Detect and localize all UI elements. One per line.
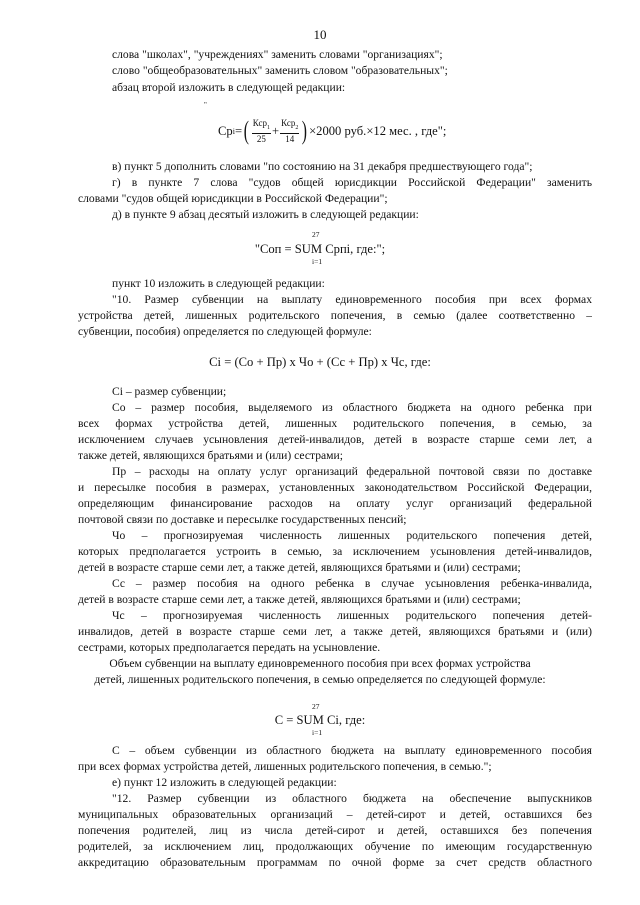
text-line: С – объем субвенции из областного бюджета на выплату единовременного пособия: [112, 744, 592, 757]
text-line: Пр – расходы на оплату услуг организаций федеральной почтовой связи по доставке: [112, 465, 592, 478]
fraction-1: [252, 118, 271, 144]
text-line: абзац второй изложить в следующей редакции:: [112, 81, 346, 94]
formula-lhs: Ср: [218, 123, 233, 138]
text-line: д) в пункте 9 абзац десятый изложить в следующей редакции:: [112, 208, 419, 221]
left-paren: (: [243, 116, 249, 145]
text-line: и пересылке пособия в размерах, установленных законодательством Российской Федерации,: [78, 481, 592, 494]
text-line: определяющим финансирование расходов на оплату услуг организаций федеральной: [78, 497, 592, 510]
sum-upper-limit: 27: [312, 230, 320, 239]
text-line: "10. Размер субвенции на выплату единовременного пособия при всех формах: [112, 293, 592, 306]
text-line: при всех формах устройства детей, лишенных родительского попечения, в семью.";: [78, 760, 492, 773]
text-line: аккредитацию образовательным программам по очной форме за счет средств областного: [78, 856, 592, 869]
text-line: родителей, за исключением лиц, продолжающих обучение по имеющим государственную: [78, 840, 592, 853]
text-line: почтовой связи по доставке и пересылке государственных пенсий;: [78, 513, 407, 526]
text-line: в) пункт 5 дополнить словами "по состоянию на 31 декабря предшествующего года";: [112, 160, 533, 173]
formula-ci: Сi = (Со + Пр) х Чо + (Сс + Пр) х Чс, где:: [209, 355, 431, 369]
formula-lhs-sub: i: [232, 126, 235, 136]
frac1-num: Кср: [252, 118, 267, 129]
text-line: слова "школах", "учреждениях" заменить словами "организациях";: [112, 48, 443, 61]
text-line: попечения родителей, лиц из числа детей-сирот и детей, оставшихся без попечения: [78, 824, 592, 837]
sum-lower-limit: i=1: [312, 728, 323, 737]
text-line: Сс – размер пособия на одного ребенка в случае усыновления ребенка-инвалида,: [112, 577, 592, 590]
text-line: исключением случаев усыновления детей-инвалидов, детей в возрасте старше семи лет, а: [78, 433, 592, 446]
text-line: е) пункт 12 изложить в следующей редакции:: [112, 776, 337, 789]
text-line: также детей, являющихся братьями и (или) сестрами;: [78, 449, 343, 462]
frac2-den: 14: [285, 133, 295, 144]
formula-plus: +: [272, 123, 280, 138]
text-line: Чо – прогнозируемая численность лишенных родительского попечения детей,: [112, 529, 592, 542]
right-paren: ): [302, 116, 308, 145]
text-line: всех формах устройства детей, лишенных родительского попечения, в семью, за: [78, 417, 592, 430]
text-line-centered: Объем субвенции на выплату единовременного пособия при всех формах устройства: [109, 657, 531, 670]
frac1-num-sub: 1: [267, 124, 270, 131]
formula-rhs: ×2000 руб.×12 мес. , где";: [309, 123, 447, 138]
text-line: Со – размер пособия, выделяемого из областного бюджета на одного ребенка при: [112, 401, 592, 414]
text-line: детей в возрасте старше семи лет, а также детей, являющихся братьями и (или) сестрами;: [78, 561, 521, 574]
text-line: пункт 10 изложить в следующей редакции:: [112, 277, 325, 290]
formula-eq: =: [234, 123, 243, 138]
frac1-den: 25: [256, 133, 266, 144]
text-line: г) в пункте 7 слова "судов общей юрисдикции Российской Федерации" заменить: [112, 176, 592, 189]
sum-lower-limit: i=1: [312, 257, 323, 266]
formula-c: С = SUM Сi, где:: [274, 713, 366, 727]
text-line: которых предполагается устроить в семью, за исключением усыновления детей-инвалидов,: [78, 545, 592, 558]
text-line-centered: детей, лишенных родительского попечения, в семью определяется по следующей формуле:: [94, 673, 546, 686]
frac2-num: Кср: [281, 118, 296, 129]
formula-cp: [218, 118, 446, 144]
text-line: субвенции, пособия) определяется по следующей формуле:: [78, 325, 372, 338]
page-number: 10: [313, 27, 327, 42]
text-line: муниципальных образовательных организаций – детей-сирот и детей, оставшихся без: [78, 808, 592, 821]
text-line: "12. Размер субвенции из областного бюджета на обеспечение выпускников: [112, 792, 592, 805]
text-line: Сi – размер субвенции;: [112, 385, 227, 398]
frac2-num-sub: 2: [295, 124, 299, 131]
formula-con: "Соп = SUM Српi, где:";: [254, 242, 386, 256]
quote-mark: ": [204, 101, 207, 109]
text-line: детей в возрасте старше семи лет, а также детей, являющихся братьями и (или) сестрами;: [78, 593, 521, 606]
text-line: сестрами, которых предполагается передать на усыновление.: [78, 641, 381, 654]
fraction-2: [280, 118, 299, 144]
text-line: инвалидов, детей в возрасте старше семи лет, а также детей, являющихся братьями и (или): [78, 625, 592, 638]
text-line: Чс – прогнозируемая численность лишенных родительского попечения детей-: [112, 609, 592, 622]
text-line: словами "судов общей юрисдикции в Российской Федерации";: [78, 192, 388, 205]
text-line: слово "общеобразовательных" заменить словом "образовательных";: [112, 64, 448, 77]
sum-upper-limit: 27: [312, 702, 320, 711]
text-line: устройства детей, лишенных родительского попечения, в семью (далее соответственно –: [78, 309, 592, 322]
